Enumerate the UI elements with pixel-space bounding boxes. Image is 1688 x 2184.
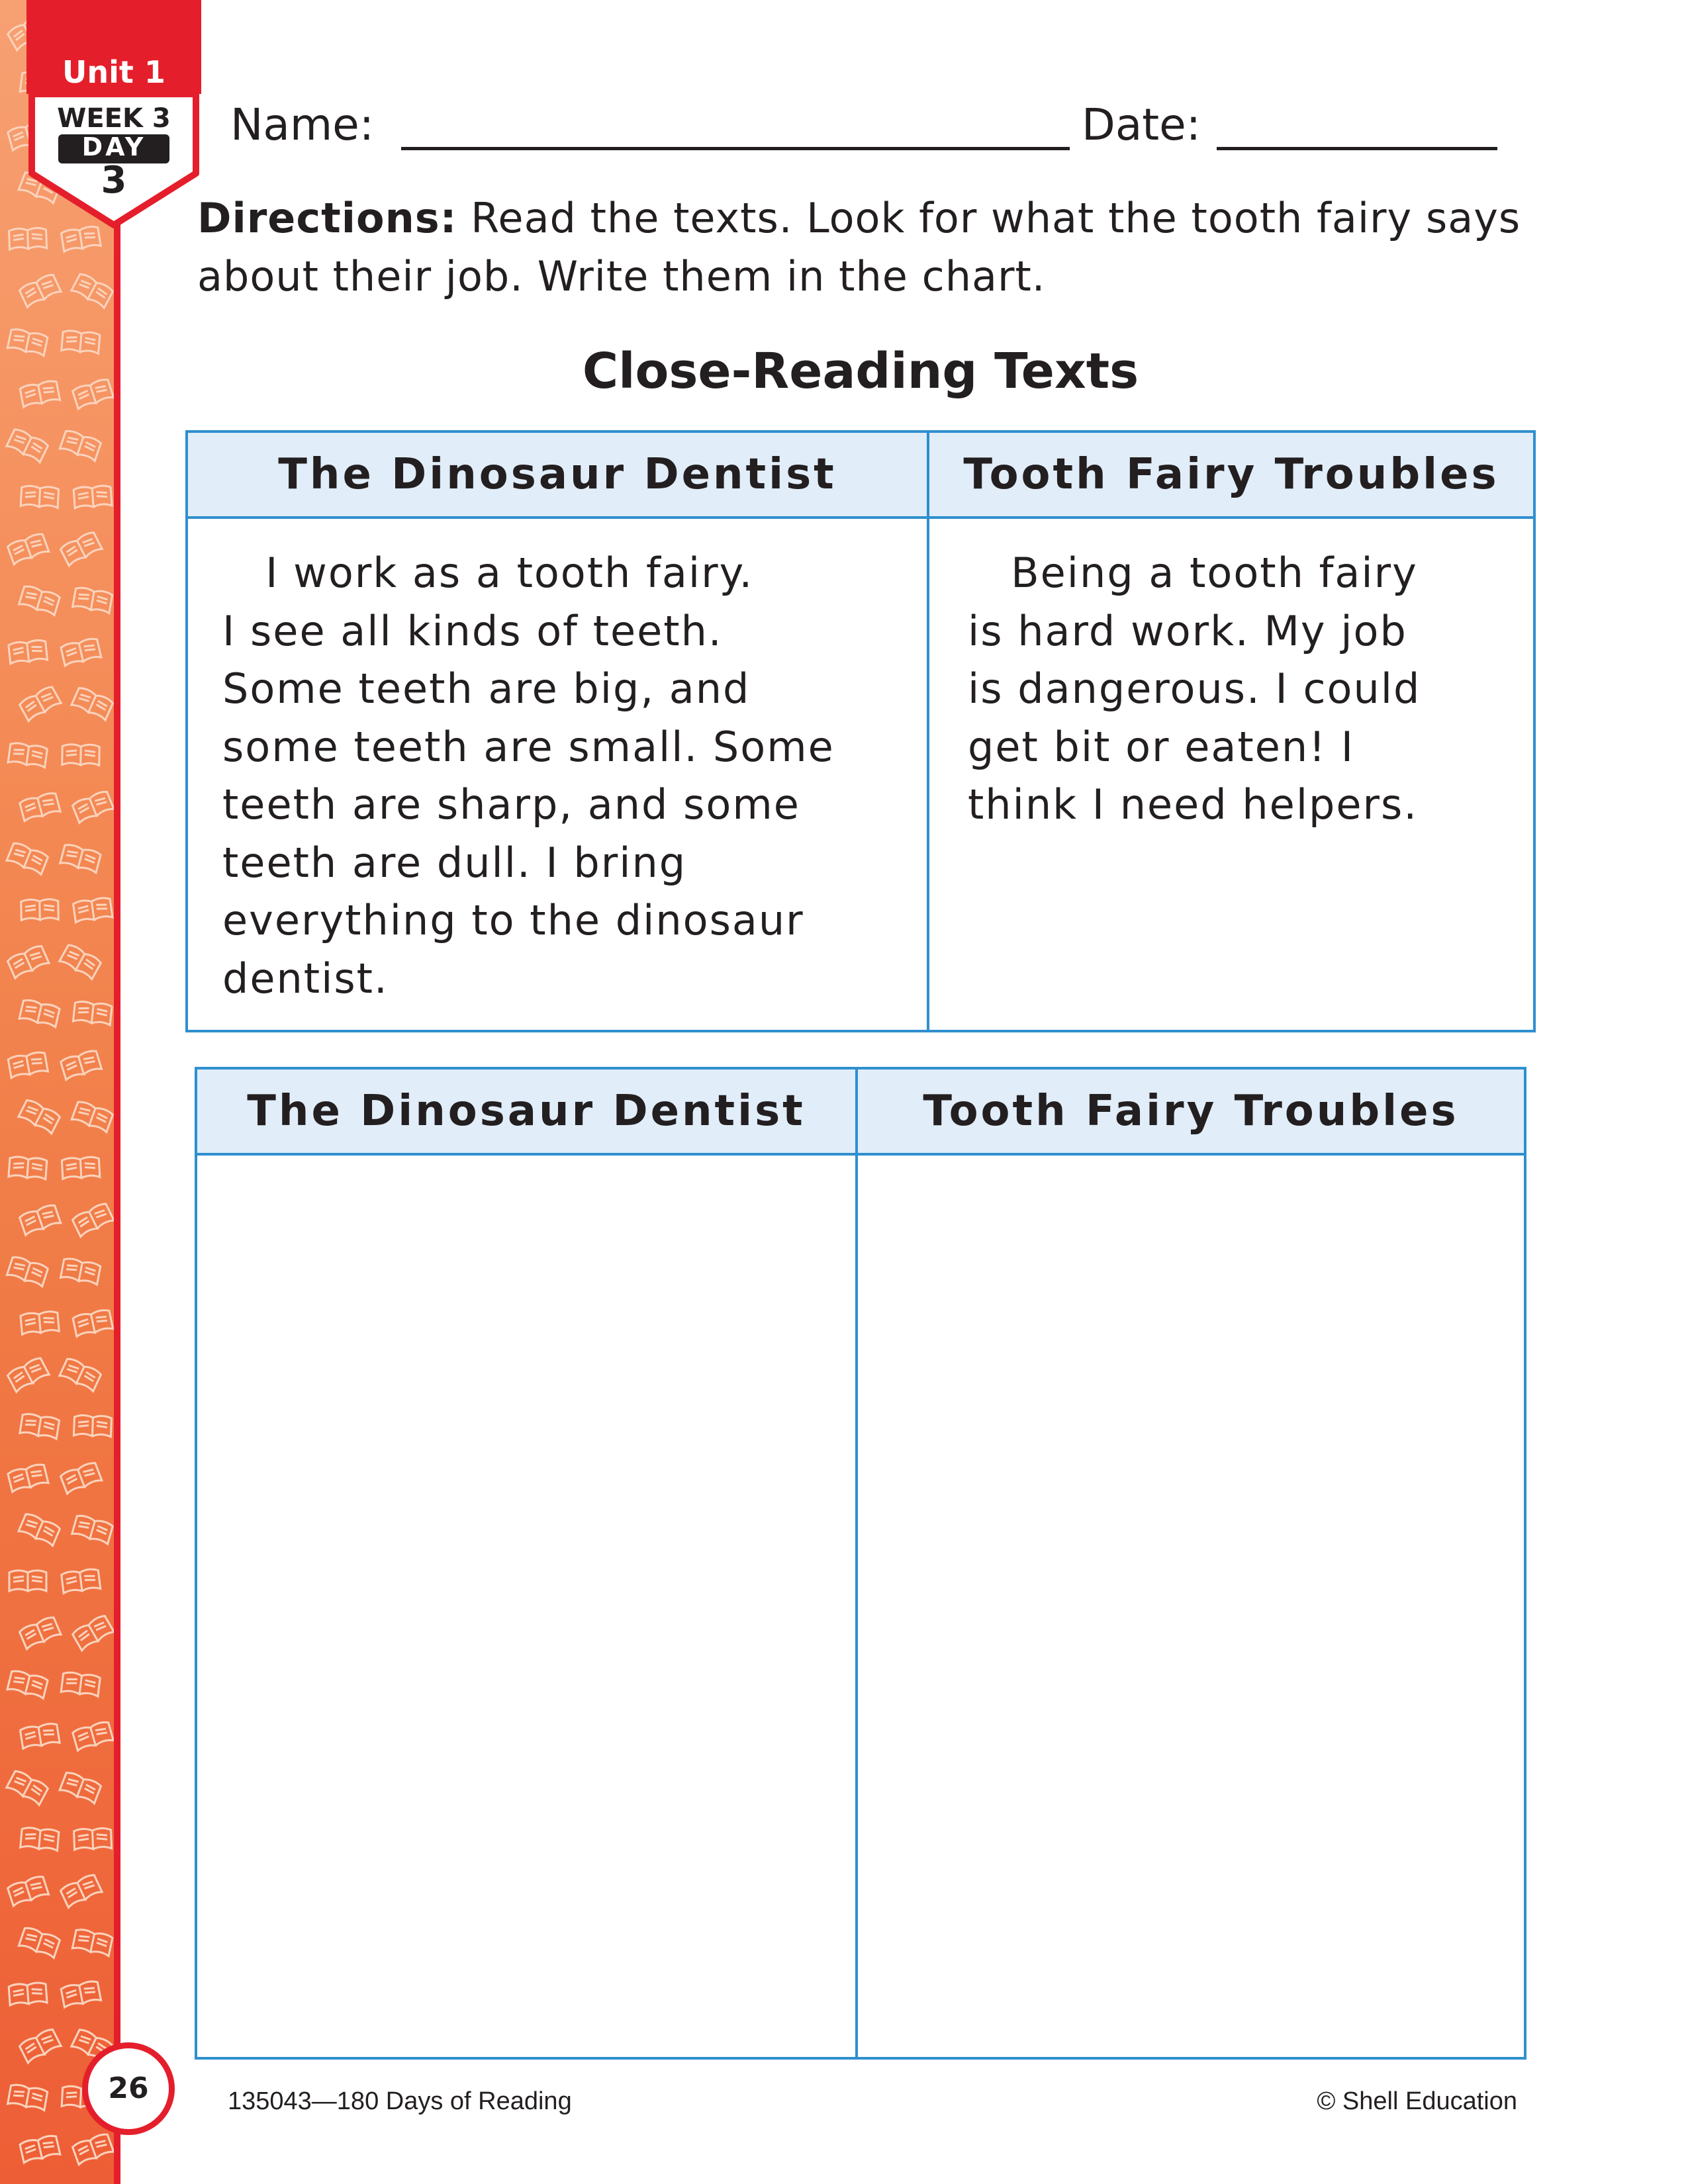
passage-line: is hard work. My job	[968, 606, 1407, 655]
section-title: Close-Reading Texts	[582, 343, 1139, 400]
book-pattern-icon	[0, 0, 114, 2184]
directions-text: Read the texts. Look for what the tooth fairy says about their job. Write them in the chart.	[197, 194, 1521, 300]
answer-col1-header: The Dinosaur Dentist	[247, 1087, 806, 1136]
answer-col2-header: Tooth Fairy Troubles	[923, 1087, 1459, 1136]
passage-line: Being a tooth fairy	[968, 549, 1418, 597]
passage-line: I see all kinds of teeth.	[222, 606, 723, 655]
footer-book-title: 135043—180 Days of Reading	[228, 2087, 572, 2115]
passage-line: dentist.	[222, 954, 389, 1003]
red-edge-stripe	[114, 0, 120, 2184]
passage-line: Some teeth are big, and	[222, 664, 751, 713]
passage-line: think I need helpers.	[968, 780, 1419, 829]
unit-badge	[20, 0, 208, 238]
date-label: Date:	[1082, 99, 1201, 150]
passage-line: teeth are sharp, and some	[222, 780, 800, 829]
day-number: 3	[101, 159, 127, 202]
day-label: DAY	[81, 132, 146, 161]
passage-line: is dangerous. I could	[968, 664, 1421, 713]
directions	[197, 189, 1548, 306]
column-divider	[927, 433, 929, 1030]
name-label: Name:	[230, 99, 374, 150]
texts-table	[185, 430, 1536, 1032]
answer-cell-tooth-fairy-troubles[interactable]	[858, 1156, 1524, 2057]
answer-cell-dinosaur-dentist[interactable]	[197, 1156, 855, 2057]
answer-table	[195, 1067, 1526, 2060]
unit-label: Unit 1	[62, 54, 165, 90]
footer-copyright: © Shell Education	[1317, 2087, 1517, 2115]
passage-line: some teeth are small. Some	[222, 722, 835, 771]
date-field[interactable]	[1217, 147, 1497, 150]
passage-line: everything to the dinosaur	[222, 896, 804, 944]
page-number: 26	[82, 2042, 175, 2135]
directions-label: Directions:	[197, 194, 457, 242]
tooth-fairy-troubles-passage	[968, 544, 1524, 834]
week-label: WEEK 3	[57, 103, 171, 134]
texts-col2-header: Tooth Fairy Troubles	[963, 450, 1499, 499]
passage-line: teeth are dull. I bring	[222, 838, 687, 887]
passage-line: I work as a tooth fairy.	[222, 549, 754, 597]
decorative-side-strip	[0, 0, 114, 2184]
passage-line: get bit or eaten! I	[968, 722, 1354, 771]
dinosaur-dentist-passage	[222, 544, 911, 1007]
texts-col1-header: The Dinosaur Dentist	[278, 450, 837, 499]
name-field[interactable]	[401, 147, 1070, 150]
